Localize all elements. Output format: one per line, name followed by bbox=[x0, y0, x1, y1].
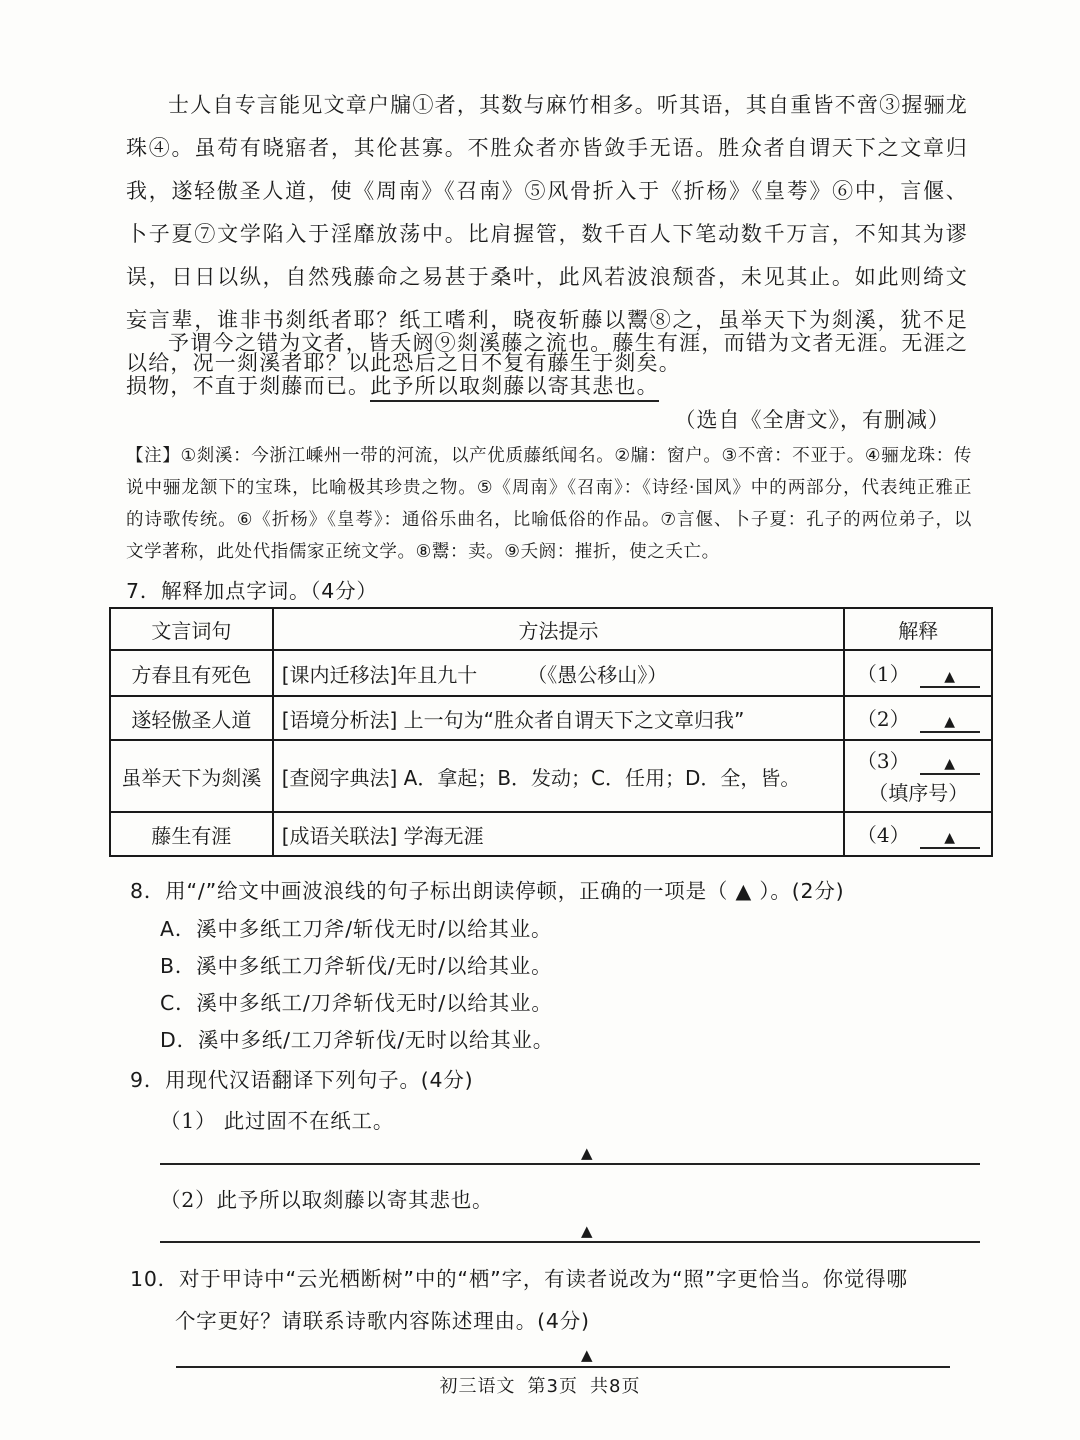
option-c[interactable]: C．溪中多纸工/刀斧斩伐无时/以给其业。 bbox=[160, 991, 553, 1015]
triangle-icon: ▲ bbox=[581, 1222, 593, 1240]
row-phrase: 藤生有涯 bbox=[110, 812, 273, 856]
question-9-sentence-2: （2）此予所以取剡藤以寄其悲也。 bbox=[160, 1188, 494, 1212]
question-7-table bbox=[109, 607, 993, 857]
answer-line-10[interactable] bbox=[176, 1366, 950, 1368]
table-row bbox=[110, 650, 992, 696]
answer-line-9-2[interactable] bbox=[160, 1241, 980, 1243]
header-hint: 方法提示 bbox=[273, 608, 845, 650]
option-b[interactable]: B．溪中多纸工刀斧斩伐/无时/以给其业。 bbox=[160, 954, 553, 978]
answer-number: （2） bbox=[856, 707, 910, 731]
annotation-notes: 【注】①剡溪：今浙江嵊州一带的河流，以产优质藤纸闻名。②牖：窗户。③不啻：不亚于。④骊龙珠：传说中骊龙颔下的宝珠，比喻极其珍贵之物。⑤《周南》《召南》：《诗经·国风》中的两部分，代表纯正雅正的诗歌传统。⑥《折杨》《皇荂》：通俗乐曲名，比喻低俗的作品。⑦言偃、卜子夏：孔子的两位弟子，以文学著称，此处代指儒家正统文学。⑧鬻：卖。⑨夭阏：摧折，使之夭亡。 bbox=[126, 446, 972, 562]
row-hint: [查阅字典法] A．拿起；B．发动；C．任用；D．全，皆。 bbox=[273, 740, 845, 812]
triangle-icon: ▲ bbox=[944, 714, 955, 730]
triangle-icon: ▲ bbox=[944, 830, 955, 846]
triangle-icon: ▲ bbox=[944, 669, 955, 685]
passage-p1-text: 士人自专言能见文章户牖①者，其数与麻竹相多。听其语，其自重皆不啻③握骊龙珠④。虽苟有晓寤者，其伦甚寡。不胜众者亦皆敛手无语。胜众者自谓天下之文章归我，遂轻傲圣人道，使《周南》《召南》⑤风骨折入于《折杨》《皇荂》⑥中，言偃、卜子夏⑦文学陷入于淫靡放荡中。比肩握管，数千百人下笔动数千万言，不知其为谬误，日日以纵，自然残藤命之易甚于桑叶，此风若波浪颓沓，未见其止。如此则绮文妄言辈，谁非书剡纸者耶？纸工嗜利，晓夜斩藤以鬻⑧之，虽举天下为剡溪，犹不足以给，况一剡溪者耶？以此恐后之日不复有藤生于剡矣。 bbox=[126, 93, 968, 375]
answer-blank[interactable] bbox=[920, 665, 980, 688]
header-explanation: 解释 bbox=[844, 608, 992, 650]
question-8-title: 8．用“/”给文中画波浪线的句子标出朗读停顿，正确的一项是（ ▲ ）。(2分) bbox=[130, 879, 845, 903]
table-row bbox=[110, 696, 992, 740]
row-phrase: 遂轻傲圣人道 bbox=[110, 696, 273, 740]
answer-blank[interactable] bbox=[920, 826, 980, 849]
fill-in-number-hint: （填序号） bbox=[868, 781, 969, 805]
answer-blank[interactable] bbox=[920, 710, 980, 733]
question-10-line-2: 个字更好？请联系诗歌内容陈述理由。(4分) bbox=[175, 1309, 590, 1333]
passage-p2-text: 予谓今之错为文者，皆夭阏⑨剡溪藤之流也。藤生有涯，而错为文者无涯。无涯之损物，不直于剡藤而已。 bbox=[126, 331, 968, 398]
option-d[interactable]: D．溪中多纸/工刀斧斩伐/无时以给其业。 bbox=[160, 1028, 555, 1052]
answer-cell bbox=[844, 740, 992, 812]
page-footer bbox=[0, 1372, 1080, 1398]
option-a[interactable]: A．溪中多纸工刀斧/斩伐无时/以给其业。 bbox=[160, 917, 553, 941]
answer-number: （1） bbox=[856, 662, 910, 686]
triangle-icon: ▲ bbox=[581, 1346, 593, 1364]
answer-number: （3） bbox=[856, 749, 910, 773]
header-phrase: 文言词句 bbox=[110, 608, 273, 650]
passage-paragraph-2 bbox=[126, 322, 968, 408]
answer-cell bbox=[844, 696, 992, 740]
question-9-title: 9．用现代汉语翻译下列句子。(4分) bbox=[130, 1068, 474, 1092]
triangle-icon: ▲ bbox=[944, 756, 955, 772]
footer-total: 共8页 bbox=[590, 1376, 641, 1397]
answer-number: （4） bbox=[856, 823, 910, 847]
answer-cell bbox=[844, 812, 992, 856]
table-row bbox=[110, 740, 992, 812]
row-hint: [课内迁移法]年且九十 （《愚公移山》） bbox=[273, 650, 845, 696]
table-header-row bbox=[110, 608, 992, 650]
question-9-sentence-1: （1） 此过固不在纸工。 bbox=[160, 1109, 395, 1133]
footer-page: 第3页 bbox=[527, 1376, 578, 1397]
row-phrase: 方春且有死色 bbox=[110, 650, 273, 696]
table-row bbox=[110, 812, 992, 856]
row-phrase: 虽举天下为剡溪 bbox=[110, 740, 273, 812]
question-7-title: 7．解释加点字词。（4分） bbox=[126, 579, 378, 603]
triangle-icon: ▲ bbox=[581, 1144, 593, 1162]
underlined-sentence: 此予所以取剡藤以寄其悲也。 bbox=[370, 374, 659, 402]
answer-cell bbox=[844, 650, 992, 696]
answer-blank[interactable] bbox=[920, 752, 980, 775]
footer-subject: 初三语文 bbox=[439, 1376, 516, 1397]
row-hint: [语境分析法] 上一句为“胜众者自谓天下之文章归我” bbox=[273, 696, 845, 740]
answer-line-9-1[interactable] bbox=[160, 1163, 980, 1165]
source-citation: （选自《全唐文》，有删减） bbox=[674, 408, 950, 432]
question-10-line-1: 10．对于甲诗中“云光栖断树”中的“栖”字，有读者说改为“照”字更恰当。你觉得哪 bbox=[130, 1267, 908, 1291]
row-hint: [成语关联法] 学海无涯 bbox=[273, 812, 845, 856]
